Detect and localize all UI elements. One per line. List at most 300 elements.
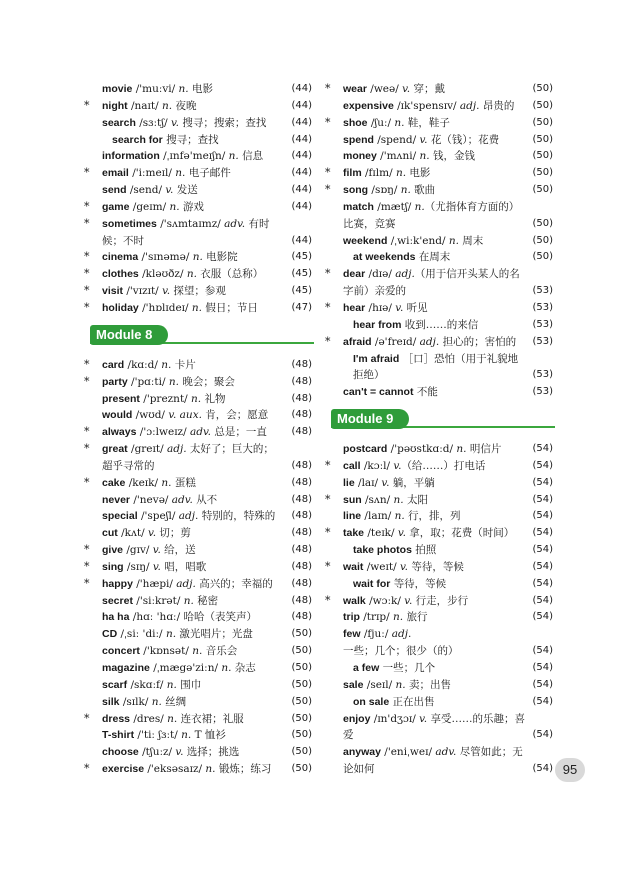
page-ref: (47)	[291, 301, 312, 313]
entry-text	[92, 216, 314, 250]
entry-text	[92, 660, 314, 677]
page-ref: (54)	[532, 594, 553, 606]
vocab-entry	[84, 266, 314, 283]
part-of-speech: n.	[205, 763, 216, 776]
phonetic: /'mʌni/	[376, 150, 420, 163]
phonetic: /keɪk/	[125, 476, 162, 489]
star-marker: *	[84, 267, 90, 281]
headword: search for	[112, 133, 163, 146]
entry-text	[92, 542, 314, 559]
module-title: Module 8	[90, 325, 168, 345]
headword: I'm afraid	[353, 352, 400, 365]
headword: anyway	[343, 746, 381, 759]
vocab-entry	[92, 694, 314, 711]
entry-text	[333, 165, 555, 182]
vocab-entry	[92, 643, 314, 660]
entry-text	[333, 441, 555, 458]
vocab-entry	[84, 216, 314, 250]
page-ref: (50)	[291, 662, 312, 673]
vocab-entry	[325, 559, 555, 576]
page-ref: (48)	[291, 358, 312, 370]
vocab-entry	[84, 576, 314, 593]
headword: on sale	[353, 695, 390, 708]
meaning: 太阳	[403, 493, 428, 506]
vocab-entry	[333, 660, 555, 677]
part-of-speech: n.	[169, 200, 180, 213]
headword: enjoy	[343, 712, 371, 725]
phonetic: /ˌmægə'ziːn/	[149, 662, 222, 674]
entry-text	[92, 475, 314, 492]
vocab-entry	[92, 407, 314, 424]
entry-text	[333, 576, 555, 593]
page-ref: (54)	[532, 678, 553, 690]
star-marker: *	[84, 374, 90, 388]
headword: spend	[343, 133, 374, 146]
page-ref: (45)	[291, 251, 312, 263]
vocab-entry	[84, 424, 314, 441]
phonetic: /sɜːtʃ/	[135, 116, 171, 129]
meaning: 在周末	[418, 251, 451, 264]
page-ref: (53)	[532, 301, 553, 313]
headword: card	[102, 358, 125, 371]
phonetic: /'hɒlɪdeɪ/	[138, 301, 192, 314]
vocab-entry	[333, 542, 555, 559]
entry-text	[92, 694, 314, 711]
entry-text	[92, 711, 314, 728]
entry-text	[333, 711, 555, 745]
entry-text	[92, 744, 314, 761]
page-ref: (44)	[291, 167, 312, 179]
entry-text	[333, 694, 555, 711]
meaning: 唱，唱歌	[160, 560, 207, 573]
entry-text	[333, 525, 555, 542]
page-ref: (54)	[532, 459, 553, 471]
entry-text	[92, 132, 314, 149]
headword: send	[102, 184, 127, 197]
star-marker: *	[84, 98, 90, 112]
headword: CD	[102, 628, 118, 641]
page-ref: (54)	[532, 544, 553, 556]
meaning: 等待，等候	[407, 560, 464, 573]
phonetic: /geɪm/	[129, 200, 170, 213]
part-of-speech: adv.	[171, 493, 193, 506]
headword: never	[102, 493, 131, 506]
vocab-entry	[325, 81, 555, 98]
page-ref: (50)	[532, 150, 553, 162]
entry-text	[92, 441, 314, 475]
meaning: 不能	[416, 386, 438, 399]
star-marker: *	[84, 576, 90, 590]
phonetic: /mætʃ/	[373, 200, 415, 213]
page-ref: (54)	[532, 560, 553, 572]
part-of-speech: v.	[397, 527, 406, 540]
phonetic: /ɪn'dʒɔɪ/	[370, 712, 420, 725]
page-ref: (54)	[532, 611, 553, 623]
page-ref: (50)	[532, 251, 553, 263]
meaning: T 恤衫	[191, 729, 226, 742]
star-marker: *	[84, 762, 90, 776]
part-of-speech: n.	[395, 678, 406, 691]
headword: few	[343, 628, 361, 641]
headword: take	[343, 527, 365, 540]
headword: dear	[343, 268, 366, 281]
phonetic: /'sɪnəmə/	[138, 251, 193, 264]
star-marker: *	[84, 425, 90, 439]
meaning: 特别的，特殊的	[198, 510, 276, 523]
meaning: 收到……的来信	[404, 318, 479, 331]
vocab-entry	[325, 115, 555, 132]
part-of-speech: v.	[393, 459, 402, 472]
vocab-entry	[325, 593, 555, 610]
part-of-speech: adv.	[189, 426, 211, 439]
headword: information	[102, 150, 160, 163]
phonetic: /'preznt/	[139, 392, 192, 405]
entry-text	[333, 300, 555, 317]
page-ref: (54)	[532, 510, 553, 522]
meaning: 有时候；不时	[102, 217, 270, 247]
vocab-entry	[325, 458, 555, 475]
page-ref: (48)	[291, 527, 312, 539]
headword: song	[343, 184, 369, 197]
meaning: 等待，等候	[393, 577, 447, 590]
page-ref: (50)	[291, 695, 312, 707]
star-marker: *	[84, 543, 90, 557]
entry-text	[333, 475, 555, 492]
phonetic: /weə/	[366, 83, 403, 95]
part-of-speech: adj.	[176, 577, 196, 590]
meaning: 太好了；巨大的；超乎寻常的	[102, 443, 274, 472]
phonetic: /ˌsiː 'diː/	[117, 628, 166, 641]
entry-text	[333, 148, 555, 165]
entry-text	[92, 407, 314, 424]
page-ref: (50)	[291, 645, 312, 657]
phonetic: /'ɔːlweɪz/	[136, 426, 190, 439]
page-ref: (54)	[532, 527, 553, 539]
entry-text	[333, 249, 555, 266]
part-of-speech: adv.	[435, 746, 457, 759]
headword: T-shirt	[102, 729, 135, 742]
page-ref: (45)	[291, 268, 312, 280]
page-ref: (50)	[291, 746, 312, 758]
entry-text	[333, 384, 555, 401]
meaning: 正在出售	[392, 695, 435, 708]
entry-text	[333, 593, 555, 610]
phonetic: /'muːvi/	[132, 83, 179, 95]
entry-text	[333, 744, 555, 778]
meaning: 拿，取；花费（时间）	[405, 527, 515, 540]
star-marker: *	[325, 166, 331, 180]
entry-text	[333, 98, 555, 115]
vocab-entry	[325, 182, 555, 199]
headword: silk	[102, 695, 120, 708]
page-ref: (50)	[532, 234, 553, 246]
module-title: Module 9	[331, 409, 409, 429]
headword: give	[102, 544, 124, 557]
entry-text	[333, 492, 555, 509]
meaning: 钱，金钱	[429, 150, 475, 163]
phonetic: /dɪə/	[365, 268, 396, 281]
headword: weekend	[343, 234, 388, 247]
headword: trip	[343, 611, 360, 624]
vocab-entry	[92, 593, 314, 610]
headword: wait for	[353, 577, 391, 590]
headword: party	[102, 375, 128, 388]
star-marker: *	[325, 82, 331, 95]
headword: sun	[343, 493, 362, 506]
phonetic: /send/	[126, 184, 166, 197]
meaning: 躺，平躺	[389, 476, 435, 489]
star-marker: *	[84, 166, 90, 180]
meaning: （用于信开头某人的名字前）亲爱的	[343, 268, 520, 298]
star-marker: *	[84, 357, 90, 371]
headword: match	[343, 200, 374, 213]
entry-text	[92, 508, 314, 525]
vocab-entry	[92, 660, 314, 677]
page-ref: (48)	[291, 544, 312, 556]
vocab-entry	[92, 677, 314, 694]
part-of-speech: adj.	[395, 268, 415, 281]
meaning: 电影	[406, 167, 431, 180]
phonetic: /'hæpi/	[132, 577, 177, 590]
headword: happy	[102, 577, 133, 590]
phonetic: /hɪə/	[365, 301, 396, 314]
page-ref: (44)	[291, 83, 312, 94]
meaning: 肯，会；愿意	[201, 409, 269, 422]
entry-text	[92, 266, 314, 283]
vocab-entry	[333, 711, 555, 745]
meaning: 丝绸	[161, 695, 187, 708]
meaning: 卖；出售	[405, 678, 451, 691]
page-ref: (53)	[532, 318, 553, 330]
page-ref: (54)	[532, 695, 553, 707]
part-of-speech: v.	[152, 560, 161, 573]
page-ref: (48)	[291, 426, 312, 438]
vocab-entry	[333, 233, 555, 250]
headword: secret	[102, 594, 133, 607]
entry-text	[333, 266, 555, 300]
vocab-entry	[92, 148, 314, 165]
part-of-speech: v.	[148, 527, 157, 540]
part-of-speech: n.	[393, 493, 404, 506]
entry-text	[333, 677, 555, 694]
headword: can't = cannot	[343, 386, 414, 399]
phonetic: /laɪ/	[354, 476, 382, 489]
entry-text	[333, 542, 555, 559]
phonetic: /'nevə/	[130, 493, 172, 506]
meaning: 穿；戴	[410, 83, 445, 95]
part-of-speech: adj.	[166, 443, 187, 456]
star-marker: *	[325, 458, 331, 472]
meaning: 总是；一直	[210, 426, 267, 439]
phonetic: /gɪv/	[123, 544, 153, 557]
page-ref: (48)	[291, 409, 312, 421]
part-of-speech: v.	[399, 560, 408, 573]
meaning: 发送	[173, 184, 198, 197]
headword: shoe	[343, 116, 368, 129]
meaning: 一些；几个	[382, 662, 436, 674]
meaning: （尤指体育方面的）比赛，竞赛	[343, 200, 520, 230]
star-marker: *	[325, 334, 331, 348]
vocab-entry	[92, 525, 314, 542]
meaning: 给，送	[160, 544, 196, 557]
page-ref: (53)	[532, 285, 553, 297]
entry-text	[333, 199, 555, 233]
meaning: 衣服（总称）	[196, 268, 264, 281]
page-ref: (50)	[532, 99, 553, 111]
headword: email	[102, 167, 129, 180]
entry-text	[92, 300, 314, 317]
headword: magazine	[102, 662, 150, 674]
vocab-entry	[92, 115, 314, 132]
part-of-speech: n.	[165, 628, 177, 641]
meaning: 周末	[458, 234, 484, 247]
vocab-entry	[84, 711, 314, 728]
meaning: 假日；节日	[202, 301, 258, 314]
page-ref: (48)	[291, 577, 312, 589]
part-of-speech: n.	[178, 83, 189, 95]
vocab-entry	[333, 351, 555, 385]
headword: cake	[102, 476, 126, 489]
meaning: 电影	[188, 83, 213, 95]
page-ref: (50)	[291, 763, 312, 775]
vocab-entry	[92, 727, 314, 744]
page-ref: (54)	[532, 763, 553, 775]
headword: sometimes	[102, 217, 157, 230]
part-of-speech: v.	[419, 712, 428, 725]
headword: search	[102, 116, 136, 129]
phonetic: /kɔːl/	[360, 459, 394, 472]
page-ref: (48)	[291, 476, 312, 488]
part-of-speech: n.	[191, 392, 202, 405]
phonetic: /'speʃl/	[137, 510, 179, 523]
part-of-speech: v.	[402, 83, 411, 95]
part-of-speech: adj.	[391, 628, 412, 641]
vocab-entry	[84, 374, 314, 391]
part-of-speech: n.	[394, 510, 405, 523]
phonetic: /ˌwiːk'end/	[387, 234, 449, 247]
vocab-entry	[333, 384, 555, 401]
meaning: 昂贵的	[479, 99, 515, 112]
page-ref: (54)	[532, 729, 553, 741]
headword: walk	[343, 594, 366, 607]
page-ref: (44)	[291, 116, 312, 128]
headword: wear	[343, 83, 367, 95]
headword: hear from	[353, 318, 402, 331]
phonetic: /spend/	[373, 133, 420, 146]
star-marker: *	[84, 475, 90, 489]
headword: call	[343, 459, 361, 472]
vocab-entry	[92, 626, 314, 643]
phonetic: /dres/	[130, 712, 168, 725]
star-marker: *	[325, 559, 331, 573]
page-ref: (50)	[532, 217, 553, 229]
meaning: 尽管如此；无论如何	[343, 746, 523, 776]
vocab-entry	[333, 98, 555, 115]
headword: movie	[102, 83, 133, 95]
part-of-speech: n.	[393, 611, 404, 624]
page-ref: (50)	[291, 729, 312, 741]
vocab-entry	[325, 492, 555, 509]
phonetic: /'sʌmtaɪmz/	[156, 217, 225, 230]
part-of-speech: n.	[414, 200, 425, 213]
star-marker: *	[84, 250, 90, 264]
entry-text	[92, 98, 314, 115]
vocab-entry	[84, 357, 314, 374]
star-marker: *	[84, 442, 90, 456]
phonetic: /kləʊðz/	[138, 268, 187, 281]
meaning: 激光唱片；光盘	[176, 628, 253, 641]
headword: line	[343, 510, 362, 523]
phonetic: /fjuː/	[360, 628, 392, 641]
left-column	[84, 81, 314, 778]
headword: choose	[102, 746, 139, 759]
vocab-entry	[92, 81, 314, 98]
star-marker: *	[84, 300, 90, 314]
star-marker: *	[325, 267, 331, 281]
page-ref: (50)	[532, 184, 553, 196]
phonetic: /fɪlm/	[361, 167, 396, 180]
page-ref: (48)	[291, 392, 312, 404]
headword: present	[102, 392, 140, 405]
headword: hear	[343, 301, 366, 314]
entry-text	[92, 357, 314, 374]
part-of-speech: n.	[221, 662, 232, 674]
vocab-entry	[333, 475, 555, 492]
entry-text	[92, 677, 314, 694]
vocab-entry	[92, 182, 314, 199]
entry-text	[92, 593, 314, 610]
page-ref: (53)	[532, 335, 553, 347]
meaning: 游戏	[179, 200, 204, 213]
entry-text	[92, 727, 314, 744]
star-marker: *	[84, 199, 90, 213]
page-ref: (44)	[291, 200, 312, 212]
entry-text	[92, 761, 314, 778]
page-ref: (44)	[291, 133, 312, 145]
entry-text	[92, 283, 314, 300]
phonetic: /ə'freɪd/	[371, 335, 420, 348]
page-ref: (50)	[532, 133, 553, 145]
part-of-speech: n.	[161, 358, 172, 371]
phonetic: /sɪŋ/	[123, 560, 153, 573]
page-ref: (44)	[291, 184, 312, 196]
phonetic: /'pəʊstkɑːd/	[387, 443, 457, 456]
entry-text	[333, 660, 555, 677]
headword: wait	[343, 560, 364, 573]
entry-text	[333, 334, 555, 351]
entry-text	[333, 609, 555, 626]
page-ref: (48)	[291, 611, 312, 623]
vocab-entry	[84, 283, 314, 300]
phonetic: /sɪlk/	[119, 695, 152, 708]
page-ref: (50)	[532, 116, 553, 128]
vocab-entry	[84, 199, 314, 216]
meaning: 锻炼；练习	[215, 763, 272, 776]
part-of-speech: n.	[175, 167, 186, 180]
meaning: 搜寻；查找	[166, 133, 219, 146]
headword: film	[343, 167, 362, 180]
vocab-entry	[333, 576, 555, 593]
star-marker: *	[325, 492, 331, 506]
entry-text	[92, 199, 314, 216]
phonetic: /skɑːf/	[127, 678, 167, 691]
phonetic: /ɪk'spensɪv/	[393, 99, 460, 112]
page-ref: (48)	[291, 459, 312, 471]
part-of-speech: adj.	[419, 335, 440, 348]
entry-text	[333, 626, 555, 660]
part-of-speech: v.	[404, 594, 413, 607]
entry-text	[92, 81, 314, 98]
